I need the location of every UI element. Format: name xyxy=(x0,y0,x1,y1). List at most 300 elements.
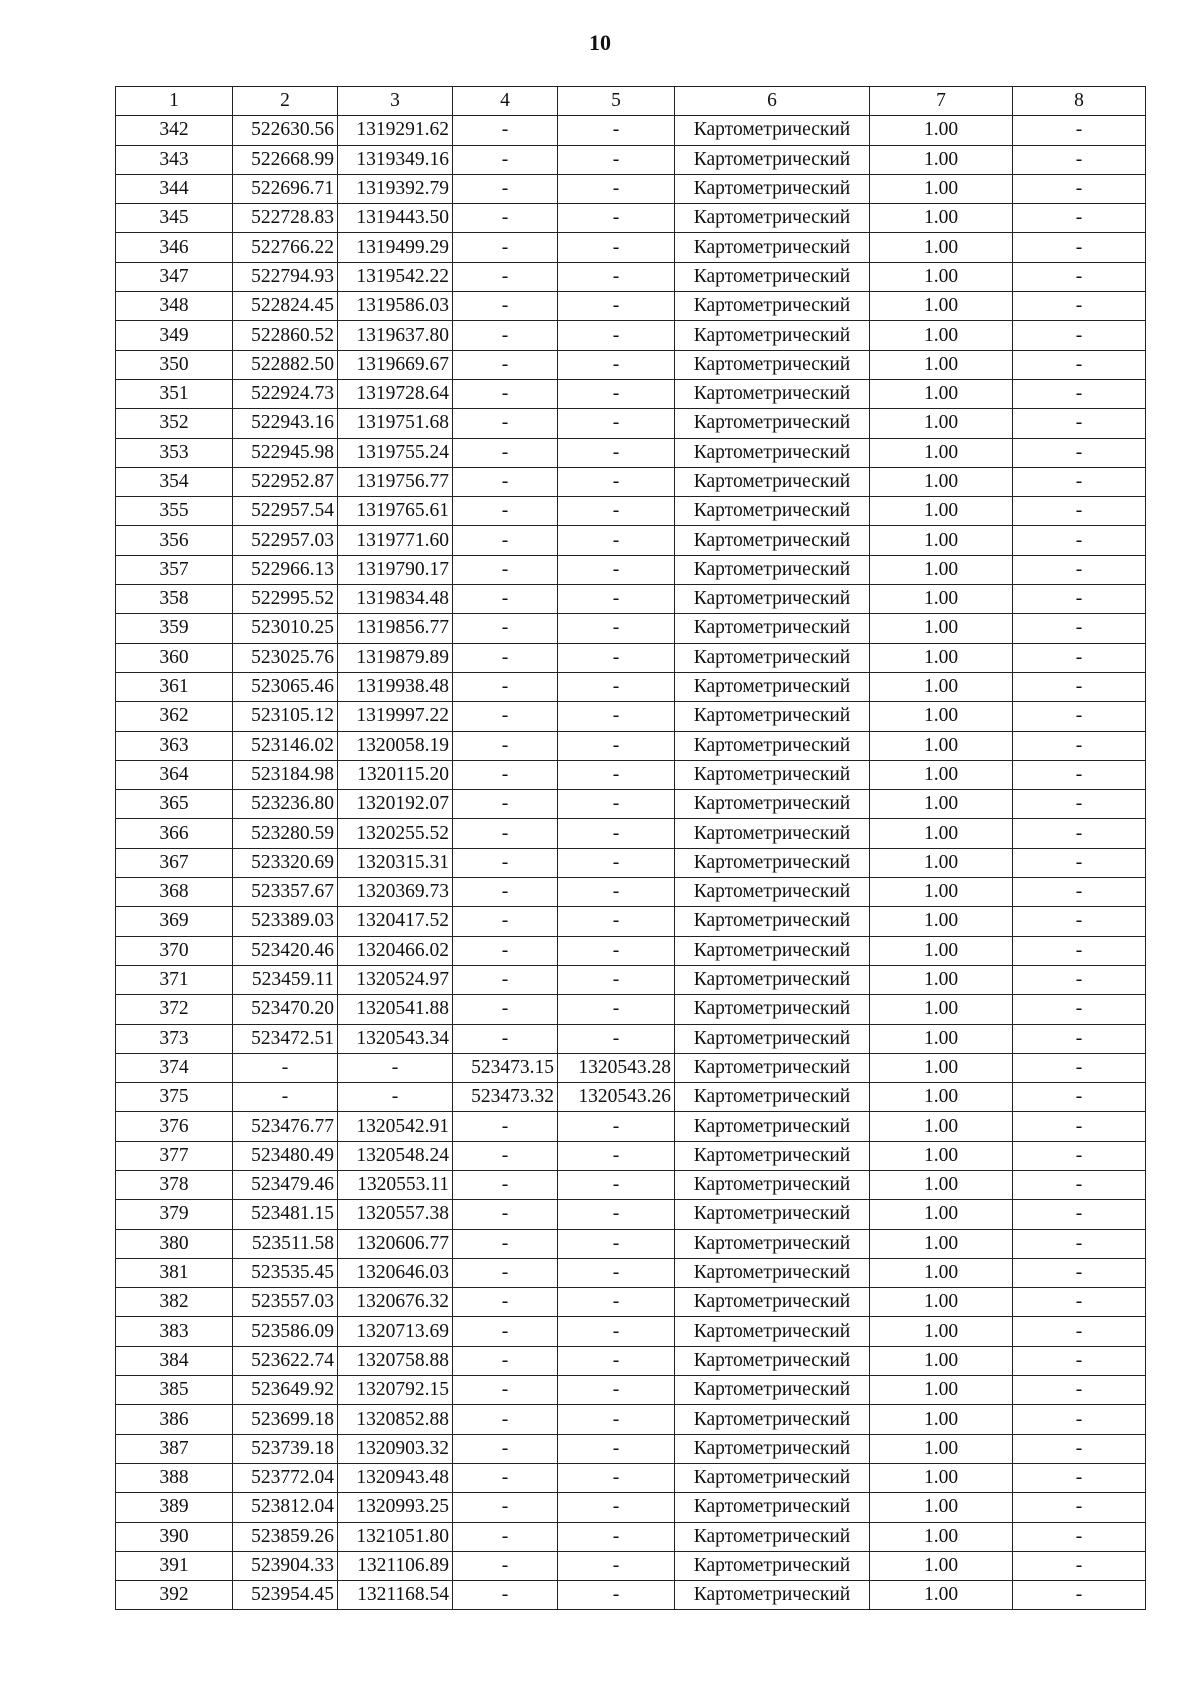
accuracy-cell: 1.00 xyxy=(870,936,1013,965)
y-new-coordinate-cell: - xyxy=(558,585,675,614)
method-cell: Картометрический xyxy=(675,467,870,496)
y-coordinate-cell: 1320713.69 xyxy=(338,1317,453,1346)
method-cell: Картометрический xyxy=(675,643,870,672)
accuracy-cell: 1.00 xyxy=(870,1053,1013,1082)
x-coordinate-cell: 522966.13 xyxy=(233,555,338,584)
table-row xyxy=(116,204,1146,233)
accuracy-cell: 1.00 xyxy=(870,1112,1013,1141)
x-new-coordinate-cell: - xyxy=(453,204,558,233)
x-new-coordinate-cell: 523473.32 xyxy=(453,1083,558,1112)
x-new-coordinate-cell: - xyxy=(453,760,558,789)
table-row xyxy=(116,1493,1146,1522)
point-number-cell: 359 xyxy=(116,614,233,643)
method-cell: Картометрический xyxy=(675,819,870,848)
method-cell: Картометрический xyxy=(675,672,870,701)
accuracy-cell: 1.00 xyxy=(870,379,1013,408)
point-number-cell: 363 xyxy=(116,731,233,760)
y-new-coordinate-cell: - xyxy=(558,1463,675,1492)
point-number-cell: 379 xyxy=(116,1200,233,1229)
x-coordinate-cell: 523357.67 xyxy=(233,878,338,907)
point-number-cell: 367 xyxy=(116,848,233,877)
x-new-coordinate-cell: - xyxy=(453,409,558,438)
x-new-coordinate-cell: - xyxy=(453,1522,558,1551)
point-number-cell: 353 xyxy=(116,438,233,467)
method-cell: Картометрический xyxy=(675,1581,870,1610)
x-coordinate-cell: 523472.51 xyxy=(233,1024,338,1053)
x-coordinate-cell: 522995.52 xyxy=(233,585,338,614)
table-row xyxy=(116,526,1146,555)
extra-cell: - xyxy=(1013,1170,1146,1199)
x-coordinate-cell: 522860.52 xyxy=(233,321,338,350)
y-coordinate-cell: 1320369.73 xyxy=(338,878,453,907)
x-coordinate-cell: 523511.58 xyxy=(233,1229,338,1258)
table-body xyxy=(116,116,1146,1610)
table-row xyxy=(116,1083,1146,1112)
x-new-coordinate-cell: - xyxy=(453,438,558,467)
accuracy-cell: 1.00 xyxy=(870,350,1013,379)
y-coordinate-cell: 1320542.91 xyxy=(338,1112,453,1141)
x-coordinate-cell: 523065.46 xyxy=(233,672,338,701)
table-row xyxy=(116,731,1146,760)
x-new-coordinate-cell: - xyxy=(453,1434,558,1463)
extra-cell: - xyxy=(1013,819,1146,848)
y-new-coordinate-cell: - xyxy=(558,1258,675,1287)
y-coordinate-cell: - xyxy=(338,1083,453,1112)
point-number-cell: 382 xyxy=(116,1288,233,1317)
y-new-coordinate-cell: 1320543.28 xyxy=(558,1053,675,1082)
point-number-cell: 383 xyxy=(116,1317,233,1346)
x-coordinate-cell: 523420.46 xyxy=(233,936,338,965)
point-number-cell: 364 xyxy=(116,760,233,789)
method-cell: Картометрический xyxy=(675,790,870,819)
accuracy-cell: 1.00 xyxy=(870,145,1013,174)
x-coordinate-cell: 523739.18 xyxy=(233,1434,338,1463)
table-row xyxy=(116,438,1146,467)
accuracy-cell: 1.00 xyxy=(870,643,1013,672)
y-coordinate-cell: 1319834.48 xyxy=(338,585,453,614)
column-header: 8 xyxy=(1013,87,1146,116)
y-coordinate-cell: 1320192.07 xyxy=(338,790,453,819)
y-coordinate-cell: 1319771.60 xyxy=(338,526,453,555)
y-coordinate-cell: 1319499.29 xyxy=(338,233,453,262)
point-number-cell: 349 xyxy=(116,321,233,350)
y-new-coordinate-cell: - xyxy=(558,1376,675,1405)
column-header: 3 xyxy=(338,87,453,116)
y-coordinate-cell: 1319756.77 xyxy=(338,467,453,496)
extra-cell: - xyxy=(1013,145,1146,174)
extra-cell: - xyxy=(1013,262,1146,291)
point-number-cell: 356 xyxy=(116,526,233,555)
y-new-coordinate-cell: - xyxy=(558,965,675,994)
y-coordinate-cell: 1320993.25 xyxy=(338,1493,453,1522)
y-coordinate-cell: 1319349.16 xyxy=(338,145,453,174)
table-row xyxy=(116,936,1146,965)
accuracy-cell: 1.00 xyxy=(870,204,1013,233)
x-new-coordinate-cell: - xyxy=(453,819,558,848)
point-number-cell: 345 xyxy=(116,204,233,233)
x-new-coordinate-cell: - xyxy=(453,614,558,643)
method-cell: Картометрический xyxy=(675,1170,870,1199)
point-number-cell: 376 xyxy=(116,1112,233,1141)
x-new-coordinate-cell: - xyxy=(453,936,558,965)
x-new-coordinate-cell: - xyxy=(453,702,558,731)
y-new-coordinate-cell: - xyxy=(558,204,675,233)
y-coordinate-cell: 1320466.02 xyxy=(338,936,453,965)
x-new-coordinate-cell: - xyxy=(453,262,558,291)
accuracy-cell: 1.00 xyxy=(870,233,1013,262)
x-new-coordinate-cell: - xyxy=(453,1200,558,1229)
table-row xyxy=(116,965,1146,994)
extra-cell: - xyxy=(1013,350,1146,379)
x-new-coordinate-cell: - xyxy=(453,585,558,614)
x-coordinate-cell: 523904.33 xyxy=(233,1551,338,1580)
y-new-coordinate-cell: - xyxy=(558,1141,675,1170)
table-row xyxy=(116,643,1146,672)
x-coordinate-cell: 523812.04 xyxy=(233,1493,338,1522)
x-new-coordinate-cell: - xyxy=(453,731,558,760)
table-row xyxy=(116,379,1146,408)
point-number-cell: 391 xyxy=(116,1551,233,1580)
point-number-cell: 348 xyxy=(116,292,233,321)
extra-cell: - xyxy=(1013,1200,1146,1229)
extra-cell: - xyxy=(1013,1288,1146,1317)
x-new-coordinate-cell: - xyxy=(453,350,558,379)
x-new-coordinate-cell: - xyxy=(453,907,558,936)
table-row xyxy=(116,1551,1146,1580)
extra-cell: - xyxy=(1013,497,1146,526)
point-number-cell: 385 xyxy=(116,1376,233,1405)
x-coordinate-cell: 523622.74 xyxy=(233,1346,338,1375)
accuracy-cell: 1.00 xyxy=(870,116,1013,145)
x-new-coordinate-cell: - xyxy=(453,145,558,174)
method-cell: Картометрический xyxy=(675,262,870,291)
y-new-coordinate-cell: - xyxy=(558,526,675,555)
accuracy-cell: 1.00 xyxy=(870,1170,1013,1199)
x-coordinate-cell: 523479.46 xyxy=(233,1170,338,1199)
y-new-coordinate-cell: - xyxy=(558,1170,675,1199)
accuracy-cell: 1.00 xyxy=(870,1024,1013,1053)
x-coordinate-cell: 522957.03 xyxy=(233,526,338,555)
x-new-coordinate-cell: - xyxy=(453,1581,558,1610)
table-row xyxy=(116,292,1146,321)
method-cell: Картометрический xyxy=(675,1141,870,1170)
y-new-coordinate-cell: - xyxy=(558,614,675,643)
table-row xyxy=(116,145,1146,174)
y-coordinate-cell: 1321051.80 xyxy=(338,1522,453,1551)
x-new-coordinate-cell: - xyxy=(453,526,558,555)
x-new-coordinate-cell: - xyxy=(453,878,558,907)
table-row xyxy=(116,995,1146,1024)
y-new-coordinate-cell: - xyxy=(558,790,675,819)
x-coordinate-cell: 523476.77 xyxy=(233,1112,338,1141)
y-new-coordinate-cell: - xyxy=(558,1024,675,1053)
table-row xyxy=(116,1405,1146,1434)
extra-cell: - xyxy=(1013,321,1146,350)
extra-cell: - xyxy=(1013,878,1146,907)
extra-cell: - xyxy=(1013,731,1146,760)
x-coordinate-cell: 523954.45 xyxy=(233,1581,338,1610)
method-cell: Картометрический xyxy=(675,174,870,203)
accuracy-cell: 1.00 xyxy=(870,1405,1013,1434)
method-cell: Картометрический xyxy=(675,116,870,145)
method-cell: Картометрический xyxy=(675,907,870,936)
y-coordinate-cell: 1319542.22 xyxy=(338,262,453,291)
accuracy-cell: 1.00 xyxy=(870,1288,1013,1317)
y-new-coordinate-cell: - xyxy=(558,262,675,291)
accuracy-cell: 1.00 xyxy=(870,555,1013,584)
y-coordinate-cell: 1321168.54 xyxy=(338,1581,453,1610)
point-number-cell: 362 xyxy=(116,702,233,731)
accuracy-cell: 1.00 xyxy=(870,321,1013,350)
x-new-coordinate-cell: - xyxy=(453,1258,558,1287)
y-new-coordinate-cell: - xyxy=(558,1229,675,1258)
y-new-coordinate-cell: - xyxy=(558,233,675,262)
extra-cell: - xyxy=(1013,965,1146,994)
y-coordinate-cell: 1320524.97 xyxy=(338,965,453,994)
accuracy-cell: 1.00 xyxy=(870,878,1013,907)
x-coordinate-cell: 522696.71 xyxy=(233,174,338,203)
table-row xyxy=(116,409,1146,438)
table-row xyxy=(116,321,1146,350)
x-coordinate-cell: 522943.16 xyxy=(233,409,338,438)
x-new-coordinate-cell: - xyxy=(453,1346,558,1375)
table-row xyxy=(116,262,1146,291)
extra-cell: - xyxy=(1013,907,1146,936)
y-coordinate-cell: 1320852.88 xyxy=(338,1405,453,1434)
method-cell: Картометрический xyxy=(675,1053,870,1082)
x-coordinate-cell: 523699.18 xyxy=(233,1405,338,1434)
point-number-cell: 346 xyxy=(116,233,233,262)
table-row xyxy=(116,1200,1146,1229)
table-row xyxy=(116,848,1146,877)
point-number-cell: 390 xyxy=(116,1522,233,1551)
x-new-coordinate-cell: - xyxy=(453,497,558,526)
accuracy-cell: 1.00 xyxy=(870,1551,1013,1580)
method-cell: Картометрический xyxy=(675,1317,870,1346)
point-number-cell: 389 xyxy=(116,1493,233,1522)
x-coordinate-cell: 523010.25 xyxy=(233,614,338,643)
accuracy-cell: 1.00 xyxy=(870,526,1013,555)
accuracy-cell: 1.00 xyxy=(870,1317,1013,1346)
x-new-coordinate-cell: - xyxy=(453,995,558,1024)
point-number-cell: 361 xyxy=(116,672,233,701)
x-coordinate-cell: 523470.20 xyxy=(233,995,338,1024)
y-coordinate-cell: 1320758.88 xyxy=(338,1346,453,1375)
table-row xyxy=(116,497,1146,526)
y-new-coordinate-cell: - xyxy=(558,145,675,174)
y-coordinate-cell: 1320058.19 xyxy=(338,731,453,760)
accuracy-cell: 1.00 xyxy=(870,760,1013,789)
accuracy-cell: 1.00 xyxy=(870,790,1013,819)
y-coordinate-cell: 1320543.34 xyxy=(338,1024,453,1053)
y-new-coordinate-cell: - xyxy=(558,819,675,848)
x-coordinate-cell: 523459.11 xyxy=(233,965,338,994)
point-number-cell: 374 xyxy=(116,1053,233,1082)
extra-cell: - xyxy=(1013,760,1146,789)
x-coordinate-cell: 523586.09 xyxy=(233,1317,338,1346)
x-new-coordinate-cell: - xyxy=(453,1112,558,1141)
y-new-coordinate-cell: - xyxy=(558,936,675,965)
point-number-cell: 354 xyxy=(116,467,233,496)
y-coordinate-cell: 1320676.32 xyxy=(338,1288,453,1317)
x-coordinate-cell: 522668.99 xyxy=(233,145,338,174)
x-new-coordinate-cell: - xyxy=(453,1229,558,1258)
method-cell: Картометрический xyxy=(675,292,870,321)
method-cell: Картометрический xyxy=(675,1258,870,1287)
y-coordinate-cell: 1319879.89 xyxy=(338,643,453,672)
accuracy-cell: 1.00 xyxy=(870,585,1013,614)
extra-cell: - xyxy=(1013,174,1146,203)
extra-cell: - xyxy=(1013,1463,1146,1492)
point-number-cell: 351 xyxy=(116,379,233,408)
point-number-cell: 350 xyxy=(116,350,233,379)
y-coordinate-cell: 1319669.67 xyxy=(338,350,453,379)
method-cell: Картометрический xyxy=(675,1522,870,1551)
y-coordinate-cell: 1320417.52 xyxy=(338,907,453,936)
accuracy-cell: 1.00 xyxy=(870,292,1013,321)
extra-cell: - xyxy=(1013,292,1146,321)
point-number-cell: 357 xyxy=(116,555,233,584)
table-row xyxy=(116,1112,1146,1141)
point-number-cell: 372 xyxy=(116,995,233,1024)
accuracy-cell: 1.00 xyxy=(870,409,1013,438)
y-coordinate-cell: - xyxy=(338,1053,453,1082)
x-new-coordinate-cell: - xyxy=(453,1551,558,1580)
method-cell: Картометрический xyxy=(675,878,870,907)
x-coordinate-cell: 523535.45 xyxy=(233,1258,338,1287)
x-coordinate-cell: 522952.87 xyxy=(233,467,338,496)
column-header: 6 xyxy=(675,87,870,116)
table-row xyxy=(116,116,1146,145)
y-new-coordinate-cell: - xyxy=(558,643,675,672)
y-new-coordinate-cell: - xyxy=(558,1551,675,1580)
x-coordinate-cell: 523649.92 xyxy=(233,1376,338,1405)
point-number-cell: 377 xyxy=(116,1141,233,1170)
x-new-coordinate-cell: - xyxy=(453,848,558,877)
extra-cell: - xyxy=(1013,1112,1146,1141)
x-coordinate-cell: 522630.56 xyxy=(233,116,338,145)
x-coordinate-cell: 522728.83 xyxy=(233,204,338,233)
x-coordinate-cell: 523557.03 xyxy=(233,1288,338,1317)
accuracy-cell: 1.00 xyxy=(870,614,1013,643)
x-coordinate-cell: 523280.59 xyxy=(233,819,338,848)
y-coordinate-cell: 1320903.32 xyxy=(338,1434,453,1463)
accuracy-cell: 1.00 xyxy=(870,848,1013,877)
extra-cell: - xyxy=(1013,379,1146,408)
coordinates-table xyxy=(115,86,1146,1610)
y-new-coordinate-cell: - xyxy=(558,672,675,701)
table-row xyxy=(116,1170,1146,1199)
point-number-cell: 371 xyxy=(116,965,233,994)
y-coordinate-cell: 1320315.31 xyxy=(338,848,453,877)
table-row xyxy=(116,614,1146,643)
y-coordinate-cell: 1319790.17 xyxy=(338,555,453,584)
method-cell: Картометрический xyxy=(675,936,870,965)
accuracy-cell: 1.00 xyxy=(870,1346,1013,1375)
point-number-cell: 386 xyxy=(116,1405,233,1434)
method-cell: Картометрический xyxy=(675,233,870,262)
x-coordinate-cell: 522957.54 xyxy=(233,497,338,526)
x-new-coordinate-cell: - xyxy=(453,1288,558,1317)
y-new-coordinate-cell: - xyxy=(558,350,675,379)
x-new-coordinate-cell: - xyxy=(453,467,558,496)
extra-cell: - xyxy=(1013,1317,1146,1346)
accuracy-cell: 1.00 xyxy=(870,497,1013,526)
method-cell: Картометрический xyxy=(675,1405,870,1434)
y-new-coordinate-cell: - xyxy=(558,995,675,1024)
method-cell: Картометрический xyxy=(675,1200,870,1229)
accuracy-cell: 1.00 xyxy=(870,1463,1013,1492)
y-coordinate-cell: 1320548.24 xyxy=(338,1141,453,1170)
point-number-cell: 388 xyxy=(116,1463,233,1492)
accuracy-cell: 1.00 xyxy=(870,1083,1013,1112)
y-coordinate-cell: 1321106.89 xyxy=(338,1551,453,1580)
accuracy-cell: 1.00 xyxy=(870,1493,1013,1522)
x-new-coordinate-cell: - xyxy=(453,174,558,203)
method-cell: Картометрический xyxy=(675,1112,870,1141)
accuracy-cell: 1.00 xyxy=(870,965,1013,994)
x-new-coordinate-cell: - xyxy=(453,116,558,145)
accuracy-cell: 1.00 xyxy=(870,702,1013,731)
accuracy-cell: 1.00 xyxy=(870,672,1013,701)
method-cell: Картометрический xyxy=(675,1551,870,1580)
method-cell: Картометрический xyxy=(675,555,870,584)
y-new-coordinate-cell: - xyxy=(558,1288,675,1317)
y-new-coordinate-cell: - xyxy=(558,292,675,321)
extra-cell: - xyxy=(1013,702,1146,731)
table-row xyxy=(116,1522,1146,1551)
table-row xyxy=(116,1376,1146,1405)
x-new-coordinate-cell: - xyxy=(453,1376,558,1405)
y-coordinate-cell: 1320646.03 xyxy=(338,1258,453,1287)
extra-cell: - xyxy=(1013,848,1146,877)
x-coordinate-cell: 523859.26 xyxy=(233,1522,338,1551)
table-row xyxy=(116,1346,1146,1375)
table-row xyxy=(116,819,1146,848)
accuracy-cell: 1.00 xyxy=(870,907,1013,936)
method-cell: Картометрический xyxy=(675,1229,870,1258)
y-new-coordinate-cell: - xyxy=(558,1493,675,1522)
extra-cell: - xyxy=(1013,614,1146,643)
x-coordinate-cell: 522882.50 xyxy=(233,350,338,379)
x-new-coordinate-cell: - xyxy=(453,1405,558,1434)
table-row xyxy=(116,1434,1146,1463)
x-coordinate-cell: 522794.93 xyxy=(233,262,338,291)
table-row xyxy=(116,555,1146,584)
table-row xyxy=(116,467,1146,496)
point-number-cell: 352 xyxy=(116,409,233,438)
method-cell: Картометрический xyxy=(675,1463,870,1492)
page-number: 10 xyxy=(589,30,611,55)
extra-cell: - xyxy=(1013,204,1146,233)
accuracy-cell: 1.00 xyxy=(870,1200,1013,1229)
extra-cell: - xyxy=(1013,585,1146,614)
y-new-coordinate-cell: - xyxy=(558,174,675,203)
x-coordinate-cell: 522766.22 xyxy=(233,233,338,262)
method-cell: Картометрический xyxy=(675,321,870,350)
point-number-cell: 358 xyxy=(116,585,233,614)
y-new-coordinate-cell: 1320543.26 xyxy=(558,1083,675,1112)
method-cell: Картометрический xyxy=(675,1346,870,1375)
method-cell: Картометрический xyxy=(675,965,870,994)
table-row xyxy=(116,174,1146,203)
table-row xyxy=(116,1581,1146,1610)
table-row xyxy=(116,1053,1146,1082)
y-new-coordinate-cell: - xyxy=(558,555,675,584)
extra-cell: - xyxy=(1013,1551,1146,1580)
x-new-coordinate-cell: - xyxy=(453,292,558,321)
point-number-cell: 384 xyxy=(116,1346,233,1375)
